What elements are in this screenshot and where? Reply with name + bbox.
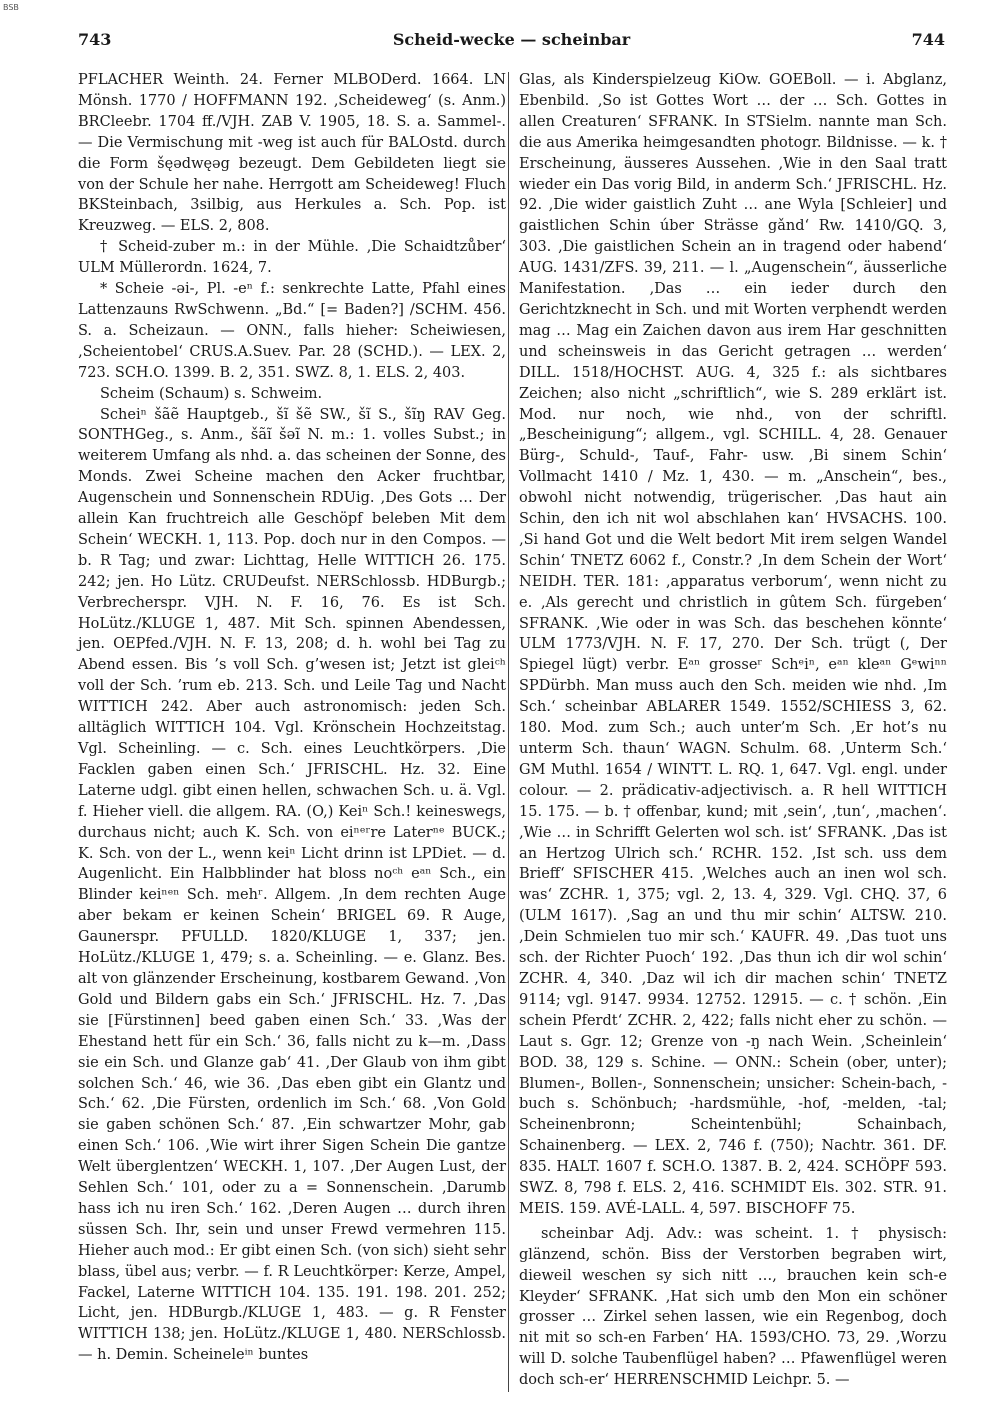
library-stamp: BSB	[3, 3, 19, 12]
entry-scheie: * Scheie -əi-, Pl. -eⁿ f.: senkrechte Latte, Pfahl eines Lattenzauns RwSchwenn. „Bd.“ [= Baden?] /SCHM. 456. S. a. Scheizaun. — ONN., falls hieher: Scheiwiesen, ‚Scheientobel‘ CRUS.A.Suev. Par. 28 (SCHD.). — LEX. 2, 723. SCH.O. 1399. B. 2, 351. SWZ. 8, 1. ELS. 2, 403.	[78, 281, 506, 381]
right-page-number: 744	[911, 30, 945, 49]
entry-schein: Scheiⁿ šãẽ Hauptgeb., šĩ šẽ SW., šĩ S., šĩŋ RAV Geg. SONTHGeg., s. Anm., šãĩ šəĩ N. m.: 1. volles Subst.; in weiterem Umfang als nhd. a. das scheinen der Sonne, des Monds. Zwei Scheine machen den Acker fruchtbar, Augenschein und Sonnenschein RDUig. ‚Des Gots … Der allein Kan fruchtreich alle Geschöpf beleben Mit dem Schein‘ WECKH. 1, 113. Pop. doch nur in den Compos. — b. R Tag; und zwar: Lichttag, Helle WITTICH 26. 175. 242; jen. Ho Lütz. CRUDeufst. NERSchlossb. HDBurgb.; Verbrecherspr. VJH. N. F. 16, 76. Es ist Sch. HoLütz./KLUGE 1, 487. Mit Sch. spinnen Abendessen, jen. OEPfed./VJH. N. F. 13, 208; d. h. wohl bei Tag zu Abend essen. Bis ’s voll Sch. g’wesen ist; Jetzt ist gleiᶜʰ voll der Sch. ’rum eb. 213. Sch. und Leile Tag und Nacht WITTICH 242. Aber auch astronomisch: jeden Sch. alltäglich WITTICH 104. Vgl. Krönschein Hochzeitstag. Vgl. Scheinling. — c. Sch. eines Leuchtkörpers. ‚Die Facklen gaben einen Sch.‘ JFRISCHL. Hz. 32. Eine Laterne udgl. gibt einen hellen, schwachen Sch. u. ä. Vgl. f. Hieher viell. die allgem. RA. (O,) Keiⁿ Sch.! keineswegs, durchaus nicht; auch K. Sch. von eiⁿᵉʳre Laterⁿᵉ BUCK.; K. Sch. von der L., wenn keiⁿ Licht drinn ist LPDiet. — d. Augenlicht. Ein Halbblinder hat bloss noᶜʰ eᵃⁿ Sch., ein Blinder keiⁿᵉⁿ Sch. mehʳ. Allgem. ‚In dem rechten Auge aber bekam er keinen Schein‘ BRIGEL 69. R Auge, Gaunerspr. PFULLD. 1820/KLUGE 1, 337; jen. HoLütz./KLUGE 1, 479; s. a. Scheinling. — e. Glanz. Bes. alt von glänzender Erscheinung, kostbarem Gewand. ‚Von Gold und Bildern gabs ein Sch.‘ JFRISCHL. Hz. 7. ‚Das sie [Fürstinnen] beed gaben einen Sch.‘ 33. ‚Was der Ehestand hett für ein Sch.‘ 36, falls nicht zu k—m. ‚Dass sie ein Sch. und Glanze gab‘ 41. ‚Der Glaub von ihm gibt solchen Sch.‘ 46, wie 36. ‚Das eben gibt ein Glantz und Sch.‘ 62. ‚Die Fürsten, ordenlich im Sch.‘ 68. ‚Von Gold sie gaben schönen Sch.‘ 87. ‚Ein schwartzer Mohr, gab einen Sch.‘ 106. ‚Wie wirt ihrer Sigen Schein Die gantze Welt überglentzen‘ WECKH. 1, 107. ‚Der Augen Lust, der Sehlen Sch.‘ 101, oder zu a = Sonnenschein. ‚Darumb hass ich nu iren Sch.‘ 162. ‚Deren Augen … durch ihren süssen Sch. Ihr, sein und unser Frewd vermehren 115. Hieher auch mod.: Er gibt einen Sch. (von sich) sieht sehr blass, übel aus; verbr. — f. R Leuchtkörper: Kerze, Ampel, Fackel, Laterne WITTICH 104. 135. 191. 198. 201. 252; Licht, jen. HDBurgb./KLUGE 1, 483. — g. R Fenster WITTICH 138; jen. HoLütz./KLUGE 1, 480. NERSchlossb. — h. Demin. Scheineleⁱⁿ buntes	[78, 406, 506, 1364]
entry-scheid-zuber: † Scheid-zuber m.: in der Mühle. ‚Die Schaidtzůber‘ ULM Müllerordn. 1624, 7.	[78, 239, 506, 277]
entry-scheinbar: scheinbar Adj. Adv.: was scheint. 1. † physisch: glänzend, schön. Biss der Verstorben begraben wirt, dieweil weschen sy sich nitt …, brauchen kein sch-e Kleyder‘ SFRANK. ‚Hat sich umb den Mon ein schöner grosser … Zirkel sehen lassen, wie ein Regenbog, doch nit mit so sch-en Farben‘ HA. 1593/CHO. 73, 29. ‚Worzu will D. solche Taubenflügel haben? … Pfawenflügel weren doch sch-er‘ HERRENSCHMID Leichpr. 5. —	[519, 1225, 947, 1389]
left-page-number: 743	[78, 30, 112, 49]
right-column	[519, 70, 947, 1391]
page-header	[78, 30, 945, 54]
entry-scheim: Scheim (Schaum) s. Schweim.	[100, 385, 323, 402]
left-column	[78, 70, 506, 1366]
entry-paragraph: PFLACHER Weinth. 24. Ferner MLBODerd. 1664. LN Mönsh. 1770 / HOFFMANN 192. ‚Scheideweg‘ (s. Anm.) BRCleebr. 1704 ff./VJH. ZAB V. 1905, 18. S. a. Sammel-. — Die Vermischung mit -weg ist auch für BALOstd. durch die Form šęədwęəg bezeugt. Dem Gebildeten liegt sie von der Schule her nahe. Herrgott am Scheideweg! Fluch BKSteinbach, 3silbig, aus Herkules a. Sch. Pop. ist Kreuzweg. — ELS. 2, 808.	[78, 72, 506, 235]
entry-schein-continued: Glas, als Kinderspielzeug KiOw. GOEBoll. — i. Abglanz, Ebenbild. ‚So ist Gottes Wort … der … Sch. Gottes in allen Creaturen‘ SFRANK. In STSielm. nannte man Sch. die aus Amerika heimgesandten photogr. Bildnisse. — k. † Erscheinung, äusseres Aussehen. ‚Wie in den Saal tratt wieder ein Das vorig Bild, in anderm Sch.‘ JFRISCHL. Hz. 92. ‚Die wider gaistlich Zuht … ane Wyla [Schleier] und gaistlichen Schin úber Strässe gǎnd‘ Rw. 1410/GQ. 3, 303. ‚Die gaistlichen Schein an in tragend oder habend‘ AUG. 1431/ZFS. 39, 211. — l. „Augenschein“, äusserliche Manifestation. ‚Das … ein ieder durch den Gerichtzknecht in Sch. und mit Worten verphendt werden mag … Mag ein Zaichen davon aus irem Har geschnitten und scheinsweis in das Gericht getragen … werden‘ DILL. 1518/HOCHST. AUG. 4, 325 f.: als sichtbares Zeichen; also nicht „schriftlich“, wie S. 289 erklärt ist. Mod. nur noch, wie nhd., von der schriftl. „Bescheinigung“; allgem., vgl. SCHILL. 4, 28. Genauer Bürg-, Schuld-, Tauf-, Fahr- usw. ‚Bi sinem Schin‘ Vollmacht 1410 / Mz. 1, 430. — m. „Anschein“, bes., obwohl nicht notwendig, trügerischer. ‚Das haut ain Schin, den ich nit wol abschlahen kan‘ HVSACHS. 100. ‚Si hand Got und die Welt bedort Mit irem selgen Wandel Schin‘ TNETZ 6062 f., Constr.? ‚In dem Schein der Wort‘ NEIDH. TER. 181: ‚apparatus verborum‘, wenn nicht zu e. ‚Als gerecht und christlich in gûtem Sch. fürgeben‘ SFRANK. ‚Wie oder in was Sch. das beschehen könnte‘ ULM 1773/VJH. N. F. 17, 270. Der Sch. trügt (, Der Spiegel lügt) verbr. Eᵃⁿ grosseʳ Schᵉiⁿ, eᵃⁿ kleᵃⁿ Gᵉwiⁿⁿ SPDürbh. Man muss auch den Sch. meiden wie nhd. ‚Im Sch.‘ scheinbar ABLARER 1549. 1552/SCHIESS 3, 62. 180. Mod. zum Sch.; auch unter’m Sch. ‚Er hot’s nu unterm Sch. thaun‘ WAGN. Schulm. 68. ‚Unterm Sch.‘ GM Muthl. 1654 / WINTT. L. RQ. 1, 647. Vgl. engl. under colour. — 2. prädicativ-adjectivisch. a. R hell WITTICH 15. 175. — b. † offenbar, kund; mit ‚sein‘, ‚tun‘, ‚machen‘. ‚Wie … in Schrifft Gelerten wol sch. ist‘ SFRANK. ‚Das ist an Hertzog Ulrich sch.‘ RCHR. 152. ‚Ist sch. uss dem Brieff‘ SFISCHER 415. ‚Welches auch an inen wol sch. was‘ ZCHR. 1, 375; vgl. 2, 13. 4, 329. Vgl. CHQ. 37, 6 (ULM 1617). ‚Sag an und thu mir schin‘ ALTSW. 210. ‚Dein Schmielen tuo mir sch.‘ KAUFR. 49. ‚Das tuot uns sch. der Richter Puoch‘ 192. ‚Das thun ich dir wol schin‘ ZCHR. 4, 340. ‚Daz wil ich dir machen schin‘ TNETZ 9114; vgl. 9147. 9934. 12752. 12915. — c. † schön. ‚Ein schein Pferdt‘ ZCHR. 2, 422; falls nicht eher zu schön. — Laut s. Ggr. 12; Grenze von -ŋ nach Wein. ‚Scheinlein‘ BOD. 38, 129 s. Schine. — ONN.: Schein (ober, unter); Blumen-, Bollen-, Sonnenschein; unsicher: Schein-bach, -buch s. Schönbuch; -hardsmühle, -hof, -melden, -tal; Scheinenbronn; Scheintenbühl; Schainbach, Schainenberg. — LEX. 2, 746 f. (750); Nachtr. 361. DF. 835. HALT. 1607 f. SCH.O. 1387. B. 2, 424. SCHÖPF 593. SWZ. 8, 798 f. ELS. 2, 416. SCHMIDT Els. 302. STR. 91. MEIS. 159. AVÉ-LALL. 4, 597. BISCHOFF 75.	[519, 72, 947, 1217]
column-divider	[508, 72, 509, 1392]
page-title: Scheid-wecke — scheinbar	[392, 30, 631, 49]
